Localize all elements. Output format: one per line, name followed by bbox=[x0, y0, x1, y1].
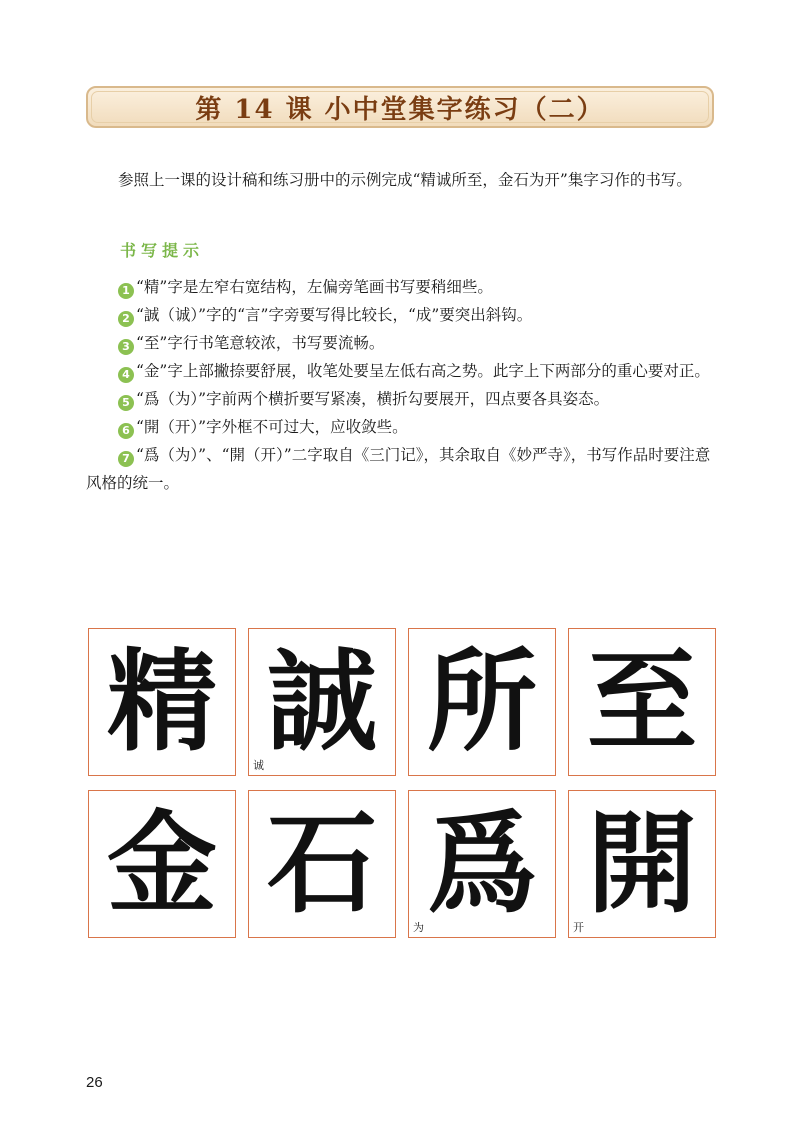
number-badge-icon: 5 bbox=[118, 395, 134, 411]
modern-form-label: 为 bbox=[413, 921, 424, 934]
calligraphy-cell-jin bbox=[88, 790, 236, 938]
calligraphy-glyph: 石 bbox=[267, 799, 377, 928]
calligraphy-cell-wei bbox=[408, 790, 556, 938]
tip-text: “誠（诚）”字的“言”字旁要写得比较长，“成”要突出斜钩。 bbox=[136, 306, 533, 324]
page-number: 26 bbox=[86, 1074, 103, 1091]
tip-text: “金”字上部撇捺要舒展，收笔处要呈左低右高之势。此字上下两部分的重心要对正。 bbox=[136, 362, 710, 380]
tips-list bbox=[86, 273, 716, 497]
number-badge-icon: 6 bbox=[118, 423, 134, 439]
calligraphy-glyph: 開 bbox=[587, 799, 697, 928]
lesson-title-banner bbox=[86, 86, 714, 128]
calligraphy-glyph: 誠 bbox=[267, 637, 377, 766]
number-badge-icon: 7 bbox=[118, 451, 134, 467]
lesson-title: 第 14 课 小中堂集字练习（二） bbox=[195, 94, 605, 125]
tip-text: “精”字是左窄右宽结构，左偏旁笔画书写要稍细些。 bbox=[136, 278, 493, 296]
calligraphy-glyph: 金 bbox=[107, 799, 217, 928]
calligraphy-cell-shi bbox=[248, 790, 396, 938]
modern-form-label: 诚 bbox=[253, 759, 264, 772]
tips-heading: 书写提示 bbox=[120, 241, 205, 260]
modern-form-label: 开 bbox=[573, 921, 584, 934]
calligraphy-glyph: 所 bbox=[427, 637, 537, 766]
tip-item bbox=[86, 273, 716, 301]
tip-text: “爲（为）”字前两个横折要写紧凑，横折勾要展开，四点要各具姿态。 bbox=[136, 390, 610, 408]
tip-text: “開（开）”字外框不可过大，应收敛些。 bbox=[136, 418, 408, 436]
tip-item bbox=[86, 301, 716, 329]
calligraphy-cell-cheng bbox=[248, 628, 396, 776]
tip-item bbox=[86, 441, 716, 497]
number-badge-icon: 3 bbox=[118, 339, 134, 355]
tip-item bbox=[86, 385, 716, 413]
intro-paragraph: 参照上一课的设计稿和练习册中的示例完成“精诚所至，金石为开”集字习作的书写。 bbox=[118, 171, 692, 189]
calligraphy-cell-suo bbox=[408, 628, 556, 776]
number-badge-icon: 2 bbox=[118, 311, 134, 327]
calligraphy-glyph: 精 bbox=[107, 637, 217, 766]
tip-item bbox=[86, 357, 716, 385]
calligraphy-glyph: 至 bbox=[587, 637, 697, 766]
tip-text: “至”字行书笔意较浓，书写要流畅。 bbox=[136, 334, 385, 352]
calligraphy-glyph: 爲 bbox=[427, 799, 537, 928]
tip-text: “爲（为）”、“開（开）”二字取自《三门记》，其余取自《妙严寺》，书写作品时要注意风格的统一。 bbox=[86, 446, 711, 492]
tip-item bbox=[86, 329, 716, 357]
tip-item bbox=[86, 413, 716, 441]
calligraphy-cell-kai bbox=[568, 790, 716, 938]
number-badge-icon: 1 bbox=[118, 283, 134, 299]
calligraphy-cell-jing bbox=[88, 628, 236, 776]
number-badge-icon: 4 bbox=[118, 367, 134, 383]
calligraphy-cell-zhi bbox=[568, 628, 716, 776]
